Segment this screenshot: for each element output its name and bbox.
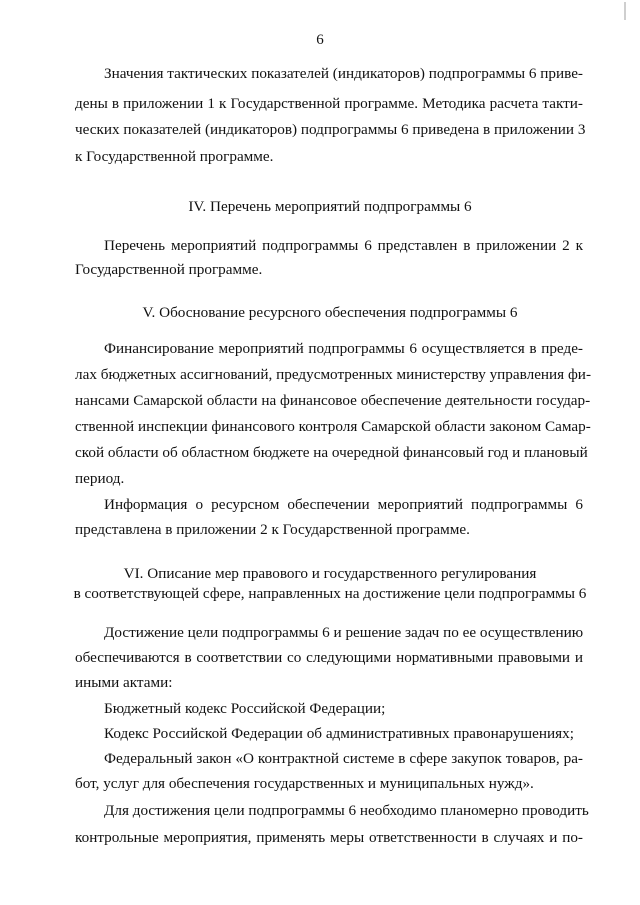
paragraph-line: дены в приложении 1 к Государственной программе. Методика расчета такти- xyxy=(75,95,583,112)
scan-artifact xyxy=(624,2,626,20)
page-number: 6 xyxy=(316,32,324,48)
section-heading-iv: IV. Перечень мероприятий подпрограммы 6 xyxy=(188,198,472,215)
paragraph-line: нансами Самарской области на финансовое обеспечение деятельности государ- xyxy=(75,392,591,409)
section-heading-v: V. Обоснование ресурсного обеспечения подпрограммы 6 xyxy=(142,304,518,321)
paragraph-line: период. xyxy=(75,470,125,487)
act-item: Бюджетный кодекс Российской Федерации; xyxy=(104,700,386,717)
heading-line: VI. Описание мер правового и государственного регулирования xyxy=(123,565,537,582)
act-item: Кодекс Российской Федерации об административных правонарушениях; xyxy=(104,725,574,742)
paragraph-line: Перечень мероприятий подпрограммы 6 представлен в приложении 2 к xyxy=(104,237,583,254)
paragraph-line: Финансирование мероприятий подпрограммы 6 осуществляется в преде- xyxy=(104,340,583,357)
paragraph-line: Федеральный закон «О контрактной системе в сфере закупок товаров, ра- xyxy=(104,750,583,767)
paragraph-line: лах бюджетных ассигнований, предусмотренных министерству управления фи- xyxy=(75,366,591,383)
paragraph-line: контрольные мероприятия, применять меры ответственности в случаях и по- xyxy=(75,829,583,846)
paragraph-line: Государственной программе. xyxy=(75,261,263,278)
paragraph-line: Информация о ресурсном обеспечении мероприятий подпрограммы 6 xyxy=(104,496,583,513)
paragraph-line: ческих показателей (индикаторов) подпрограммы 6 приведена в приложении 3 xyxy=(75,121,586,138)
paragraph-line: Для достижения цели подпрограммы 6 необходимо планомерно проводить xyxy=(104,802,589,819)
paragraph-line: обеспечиваются в соответствии со следующими нормативными правовыми и xyxy=(75,649,583,666)
paragraph-line: ской области об областном бюджете на очередной финансовый год и плановый xyxy=(75,444,588,461)
paragraph-line: иными актами: xyxy=(75,674,173,691)
heading-line: в соответствующей сфере, направленных на достижение цели подпрограммы 6 xyxy=(73,585,587,602)
paragraph-line: к Государственной программе. xyxy=(75,148,274,165)
paragraph-line: Достижение цели подпрограммы 6 и решение задач по ее осуществлению xyxy=(104,624,584,641)
paragraph-line: ственной инспекции финансового контроля Самарской области законом Самар- xyxy=(75,418,591,435)
paragraph-line: бот, услуг для обеспечения государственных и муниципальных нужд». xyxy=(75,775,534,792)
paragraph-line: Значения тактических показателей (индикаторов) подпрограммы 6 приве- xyxy=(104,65,583,82)
paragraph-line: представлена в приложении 2 к Государственной программе. xyxy=(75,521,470,538)
